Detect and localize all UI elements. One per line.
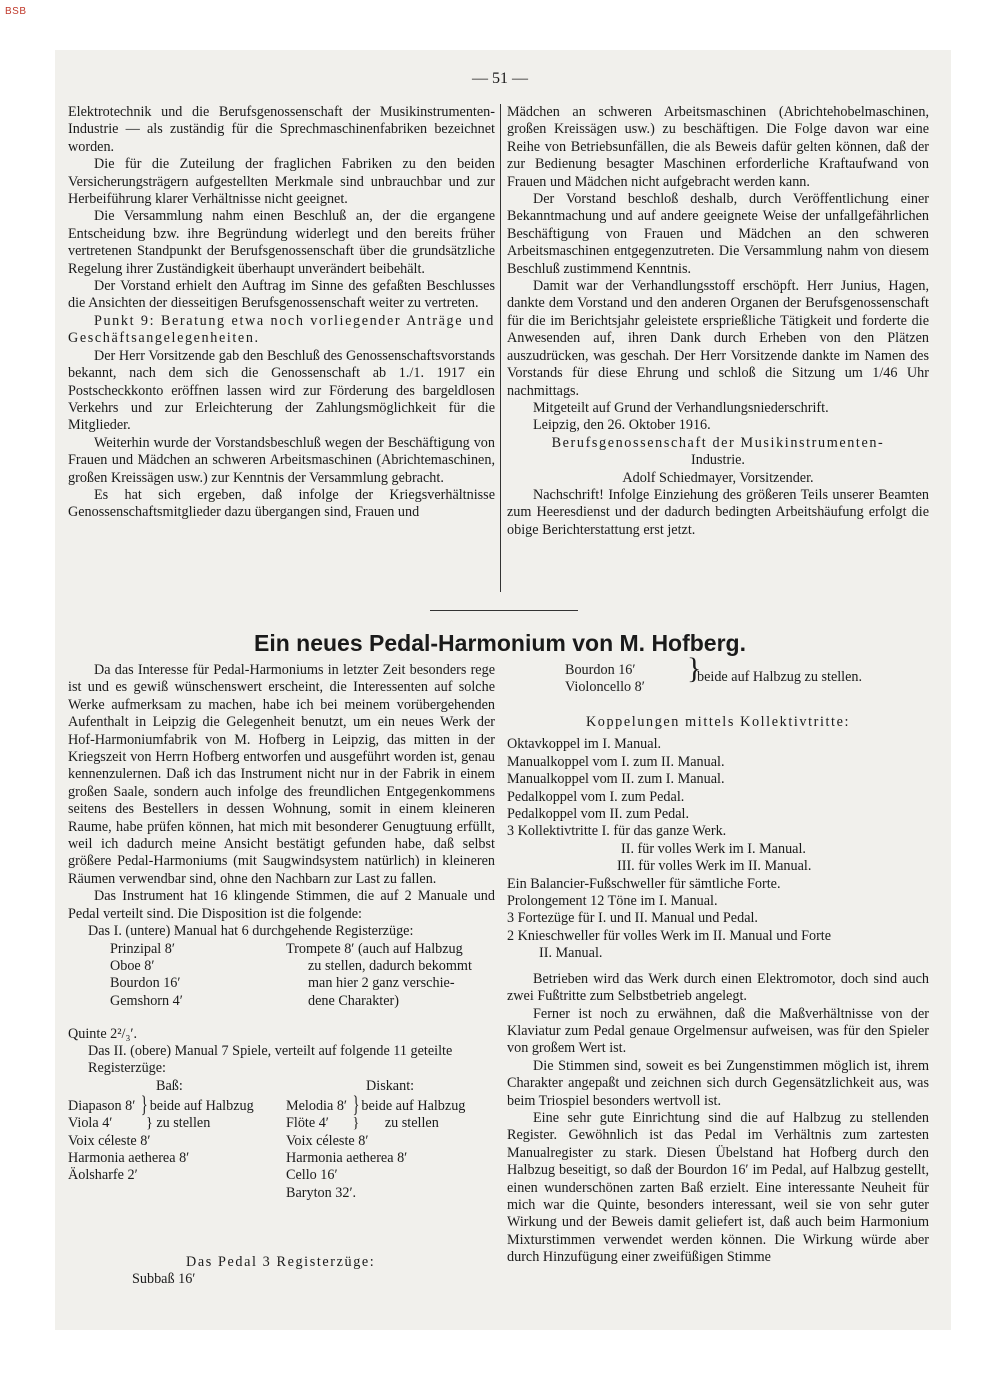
brace: } (687, 652, 702, 685)
signature-name: Adolf Schiedmayer, Vorsitzender. (622, 469, 814, 486)
postscript: Nachschrift! Infolge Einziehung des größeren Teils unserer Beamten zum Heeresdienst und der dadurch bedingten Arbeitshäufung erfolgt die obige Berichterstattung erst jetzt. (507, 486, 929, 538)
paragraph: Es hat sich ergeben, daß infolge der Kriegsverhältnisse Genossenschaftsmitglieder dazu übergangen sind, Frauen und (68, 486, 495, 521)
koppel-item: Manualkoppel vom II. zum I. Manual. (507, 771, 725, 788)
brace: } (352, 1115, 360, 1132)
koppel-item: Prolongement 12 Töne im I. Manual. (507, 893, 718, 910)
register: Bourdon 16′ (565, 662, 636, 678)
koppel-item: Pedalkoppel vom I. zum Pedal. (507, 788, 685, 805)
paragraph: Mädchen an schweren Arbeitsmaschinen (Abrichtehobelmaschinen, großen Kreissägen usw.) zu beschäftigen. Die Folge davon war eine Reihe von Betriebsunfällen, die als Beweis dafür gelten können, daß der zur Bedienung besagter Maschinen erforderliche Kraftaufwand von Frauen und Mädchen nicht aufgebracht werden kann. (507, 104, 929, 190)
manual2-heading: Das II. (obere) Manual 7 Spiele, verteilt auf folgende 11 geteilte Registerzüge: (88, 1042, 453, 1077)
koppel-item: Pedalkoppel vom II. zum Pedal. (507, 806, 690, 823)
bass-heading: Baß: (156, 1077, 183, 1094)
paragraph: Die für die Zuteilung der fraglichen Fabriken zu den beiden Versicherungsträgern aufgestellten Merkmale sind unbrauchbar und zur Herbeiführung klarer Verhältnisse nicht geeignet. (68, 156, 495, 208)
brace: } (352, 1092, 360, 1119)
register: Baryton 32′. (286, 1184, 357, 1201)
signature-org: Berufsgenossenschaft der Musikinstrumenten- (551, 434, 885, 451)
paragraph: Mitgeteilt auf Grund der Verhandlungsniederschrift. (533, 399, 829, 416)
pedal-heading: Das Pedal 3 Registerzüge: (186, 1253, 376, 1270)
register: Prinzipal 8′ (110, 940, 175, 957)
register: Subbaß 16′ (132, 1271, 196, 1288)
register-note: zu stellen (384, 1115, 439, 1132)
paragraph: Damit war der Verhandlungsstoff erschöpft. Herr Junius, Hagen, dankte dem Vorstand und den anderen Organen der Berufsgenossenschaft für die im Berichtsjahr geleistete ersprießliche Tätigkeit und forderte die Anwesenden auf, ihren Dank durch Erheben von den Plätzen auszudrücken, was geschah. Der Herr Vorsitzende dankte im Namen des Vorstands für diese Ehrung und schloß die Sitzung um 1/46 Uhr nachmittags. (507, 278, 929, 399)
brace: } (140, 1092, 148, 1119)
register: Gemshorn 4′ (110, 992, 183, 1009)
register: Cello 16′ (286, 1167, 338, 1184)
register: Melodia 8′ (286, 1097, 348, 1114)
register: Oboe 8′ (110, 957, 155, 974)
article-title: Ein neues Pedal-Harmonium von M. Hofberg. (253, 630, 746, 656)
column-left-bottom (68, 662, 495, 1289)
register-note: zu stellen, dadurch bekommt (308, 957, 472, 974)
date-line: Leipzig, den 26. Oktober 1916. (533, 417, 711, 434)
agenda-item-heading: Punkt 9: Beratung etwa noch vorliegender Anträge und Geschäftsangelegenheiten. (68, 312, 495, 347)
register: Harmonia aetherea 8′ (286, 1149, 408, 1166)
register: Äolsharfe 2′ (68, 1167, 138, 1184)
koppel-item: 3 Kollektivtritte I. für das ganze Werk. (507, 823, 727, 840)
register-note: beide auf Halbzug zu stellen. (697, 669, 863, 685)
paragraph: Eine sehr gute Einrichtung sind die auf Halbzug zu stellenden Register. Gewöhnlich ist das Pedal im Verhältnis zum zartesten Manualregister zu stark. Diesen Übelstand hat Hofberg durch den Halbzug beseitigt, so daß der Bourdon 16′ im Pedal, auf Halbzug gestellt, einen wunderschönen zarten Baß erzielt. Eine interessante Neuheit für mich war die Quinte, besonders interessant, weil sie von sehr guter Wirkung und der Beweis damit geliefert ist, daß auch beim Harmonium Mixturstimmen verwendet werden können. Die Wirkung würde aber durch Hinzufügung einer zweifüßigen Stimme (507, 1109, 929, 1266)
paragraph: Elektrotechnik und die Berufsgenossenschaft der Musikinstrumenten-Industrie — als zuständig für die Sprechmaschinenfabriken bezeichnet worden. (68, 104, 495, 155)
brace: } (145, 1115, 153, 1132)
register-note: beide auf Halbzug (361, 1097, 466, 1114)
column-right-bottom (507, 652, 929, 1267)
koppel-heading: Koppelungen mittels Kollektivtritte: (585, 714, 851, 730)
register: Flöte 4′ (286, 1115, 329, 1132)
column-left-top (68, 104, 495, 522)
manual1-registers (68, 941, 495, 1026)
register: Voix céleste 8′ (68, 1132, 151, 1149)
register: Bourdon 16′ (110, 975, 181, 992)
register: Violoncello 8′ (565, 679, 645, 696)
pedal-registers-continued (507, 652, 929, 714)
paragraph: Ferner ist noch zu erwähnen, daß die Maßverhältnisse von der Klaviatur zum Pedal genaue Orgelmensur aufweisen, was für den Spieler von großem Wert ist. (507, 1005, 929, 1057)
koppel-item: III. für volles Werk im II. Manual. (617, 858, 812, 875)
register: Diapason 8′ (68, 1097, 136, 1114)
manual1-heading: Das I. (untere) Manual hat 6 durchgehende Registerzüge: (88, 923, 414, 940)
paragraph: Weiterhin wurde der Vorstandsbeschluß wegen der Beschäftigung von Frauen und Mädchen an schweren Arbeitsmaschinen (Abrichtemaschinen, großen Kreissägen usw.) zur Kenntnis der Versammlung gebracht. (68, 434, 495, 486)
column-divider (500, 104, 501, 592)
paragraph: Da das Interesse für Pedal-Harmoniums in letzter Zeit besonders rege ist und es gewiß wünschenswert erscheint, die Interessenten auf solche Werke aufmerksam zu machen, habe ich bei meinem vorübergehenden Aufenthalt in Leipzig die Gelegenheit benutzt, um ein neues Werk der Hof-Harmoniumfabrik von M. Hofberg in Leipzig, das mitten in der Kriegszeit von Herrn Hofberg entworfen und ausgeführt worden ist, genau kennenzulernen. Daß ich das Instrument nicht nur in der Fabrik in einem großen Saale, sondern auch infolge des freundlichen Entgegenkommens seitens des Bestellers in dessen Wohnung, somit in einem kleineren Raume, habe prüfen können, hat mich mit besonderer Genugtuung erfüllt, weil ich dadurch meine Ansicht bestätigt gefunden habe, daß selbst größere Pedal-Harmoniums (mit Saugwindsystem natürlich) in kleineren Räumen verwendbar sind, ohne den Nachbarn zur Last zu fallen. (68, 662, 495, 887)
register: Viola 4′ (68, 1115, 113, 1132)
diskant-heading: Diskant: (366, 1077, 415, 1094)
paragraph: Die Versammlung nahm einen Beschluß an, der die ergangene Entscheidung bzw. ihre Begründung widerlegt und den bereits früher vertretenen Standpunkt der Berufsgenossenschaft über die grundsätzliche Regelung ihrer Zuständigkeit überhaupt unverändert beibehält. (68, 208, 495, 277)
column-right-top (507, 104, 929, 539)
signature-org-line2: Industrie. (691, 452, 745, 469)
register-quinte: Quinte 2²/₃′. (68, 1025, 138, 1042)
register-note: beide auf Halbzug (149, 1097, 254, 1114)
page-number: — 51 — (472, 70, 528, 87)
koppel-item: Manualkoppel vom I. zum II. Manual. (507, 753, 725, 770)
paragraph: Der Vorstand beschloß deshalb, durch Veröffentlichung einer Bekanntmachung und auf andere geeignete Weise der unfallgefährlichen Beschäftigung von Frauen und Mädchen an den schweren Arbeitsmaschinen entgegenzutreten. Die Versammlung nahm von diesem Beschluß zustimmend Kenntnis. (507, 191, 929, 277)
register-note: dene Charakter) (308, 992, 399, 1009)
library-stamp: BSB (5, 6, 27, 17)
paragraph: Das Instrument hat 16 klingende Stimmen, die auf 2 Manuale und Pedal verteilt sind. Die Disposition ist die folgende: (68, 888, 495, 922)
manual2-registers (68, 1078, 495, 1254)
register-note: man hier 2 ganz verschie- (308, 975, 455, 992)
koppel-item: 2 Knieschweller für volles Werk im II. Manual und Forte (507, 927, 832, 944)
koppel-item: Ein Balancier-Fußschweller für sämtliche Forte. (507, 875, 781, 892)
register: Voix céleste 8′ (286, 1132, 369, 1149)
koppel-item: 3 Fortezüge für I. und II. Manual und Pedal. (507, 910, 758, 927)
register-note: zu stellen (156, 1115, 211, 1132)
paragraph: Betrieben wird das Werk durch einen Elektromotor, doch sind auch zwei Fußtritte zum Selbstbetrieb angelegt. (507, 970, 929, 1005)
paragraph: Der Herr Vorsitzende gab den Beschluß des Genossenschaftsvorstands bekannt, nach dem sich die Genossenschaft ab 1./1. 1917 ein Postscheckkonto eröffnen lassen wird zur Förderung des bargeldlosen Verkehrs und zur Erleichterung der Zahlungsmöglichkeit für die Mitglieder. (68, 347, 495, 434)
paragraph: Die Stimmen sind, soweit es bei Zungenstimmen möglich ist, ihrem Charakter angepaßt und zeichnen sich durch Gegensätzlichkeit aus, was beim Triospiel besonders wertvoll ist. (507, 1057, 929, 1109)
section-divider (430, 610, 578, 611)
koppel-item: II. für volles Werk im I. Manual. (621, 840, 806, 857)
register: Harmonia aetherea 8′ (68, 1149, 190, 1166)
koppel-item: II. Manual. (539, 945, 603, 962)
koppel-item: Oktavkoppel im I. Manual. (507, 736, 662, 753)
paragraph: Der Vorstand erhielt den Auftrag im Sinne des gefaßten Beschlusses die Ansichten der diesseitigen Berufsgenossenschaft weiter zu vertreten. (68, 278, 495, 312)
register: Trompete 8′ (auch auf Halbzug (286, 940, 463, 957)
